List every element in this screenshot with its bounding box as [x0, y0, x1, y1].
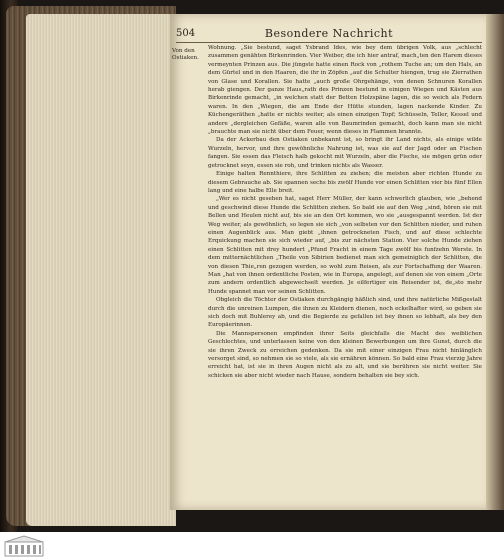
- paragraph: Wohnung. „Sie bestund, saget Ysbrand Ides, wie bey dem übrigen Volk, aus „schlecht zusammen genähten Birkenrinden. Vier Weiber, die ich hier antraf, mach„ten den Harem dieses vermeynten Prinzen aus. Die jüngste hatte einen Rock von „rothem Tuche an; um den Hals, an dem Gürtel und in den Haaren, die ihr in Zöpfen „auf die Schulter hiengen, trug sie Zierrathen von Glase und Korallen. Sie hatte „auch große Ohrgehänge, von denen Schnuren Korallen herab giengen. Der ganze Haus„rath des Prinzen bestund in einigen Wiegen und Kästen aus Birkenrinde gemacht, „in welchen statt der Betten Holzspäne lagen, die so weich als Federn waren. In den „Wiegen, die am Ende der Hütte stunden, lagen nackende Kinder. Zu Küchengeräthen „hatte er nichts weiter, als einen einzigen Topf; Schüsseln, Teller, Kessel und andere „dergleichen Gefäße, waren alle von Baumrinden gemacht, doch kann man sie nicht „brauchte man sie nicht über dem Feuer, wenn dieses in Flammen brannte.: [208, 45, 482, 136]
- page-text: [208, 44, 482, 504]
- page-header: [176, 28, 482, 43]
- margin-note: Von den Ostiaken.: [172, 48, 199, 61]
- paragraph: Da der Ackerbau den Ostiaken unbekannt ist, so bringt ihr Land nichts, als einige wilde Wurzeln, hervor, und ihre gewöhnliche Nahrung ist, was sie auf der Jagd oder an Fischen fangen. Sie essen das Fleisch halb gekocht mit Wurzeln, aber die Fische, sie mögen grün oder getrocknet seyn, essen sie roh, und trinken nichts als Wasser.: [208, 137, 482, 169]
- book-page: [170, 14, 486, 510]
- footer-bar: [0, 532, 504, 560]
- paragraph: Die Mannspersonen empfinden ihrer Seits gleichfalls die Macht des weiblichen Geschlechtes, und unterlassen keine von den kleinen Bewerbungen um ihre Gunst, durch die sie ihren Zweck zu erreichen gedenken. Da sie mit einer einzigen Frau nicht hinlänglich versorget sind, so nehmen sie so viele, als sie ernähren können. So bald eine Frau vierzig Jahre erreicht hat, ist sie in ihren Augen nicht als zu alt, und sie berühren sie nicht weiter. Sie schicken sie aber nicht wieder nach Hause, sondern behalten sie bey sich.: [208, 330, 482, 379]
- page-number: 504: [176, 28, 196, 39]
- paragraph: Obgleich die Töchter der Ostiaken durchgängig häßlich sind, und ihre natürliche Mißgestalt durch die unreinen Lumpen, die ihnen zu Kleidern dienen, noch eckelhafter wird, so geben sie sich doch mit Buhlerey ab, und die Begierde zu gefallen ist bey ihnen so lebhaft, als bey den Europäerinnen.: [208, 297, 482, 329]
- page-right-edge: [486, 14, 504, 510]
- library-building-icon: [4, 534, 44, 558]
- running-title: Besondere Nachricht: [264, 27, 394, 40]
- book-edge: [6, 6, 176, 526]
- page-stack: [26, 14, 176, 526]
- paragraph: Einige halten Rennthiere, ihre Schlitten zu ziehen; die meisten aber richten Hunde zu diesem Gebrauche ab. Sie spannen sechs bis zwölf Hunde vor einen Schlitten vier bis fünf Ellen lang und eine halbe Elle breit.: [208, 171, 482, 194]
- paragraph: „Wer es nicht gesehen hat, saget Herr Müller, der kann schwerlich glauben, wie „behend und geschwind diese Hunde die Schlitten ziehen. So bald sie auf den Weg „sind, hören sie mit Bellen und Heulen nicht auf, bis sie an den Ort kommen, wo sie „ausgespannt werden. Ist der Weg weiter, als gewöhnlich, so legen sie sich „von selbsten vor den Schlitten nieder, und ruhen einen Augenblick aus. Man giebt „ihnen getrockneten Fisch, und auf diese schlechte Erquickung machen sie sich wieder auf, „bis zur nächsten Station. Vier solche Hunde ziehen einen Schlitten mit drey hundert „Pfund Fracht in einem Tage zwölf bis funfzehn Werste. In dem mitternächtlichen „Theile von Sibirien bedienet man sich gemeiniglich der Schlitten, die von diesen Thie„ren gezogen werden, so wohl zum Reisen, als zur Fortschaffung der Waaren. Man „hat von ihnen ordentliche Posten, wie in Europa, angelegt, auf denen sie von einem „Orte zum andern ordentlich abgewechselt werden. Je eilfertiger ein Reisender ist, de„sto mehr Hunde spannet man vor seinen Schlitten.: [208, 196, 482, 295]
